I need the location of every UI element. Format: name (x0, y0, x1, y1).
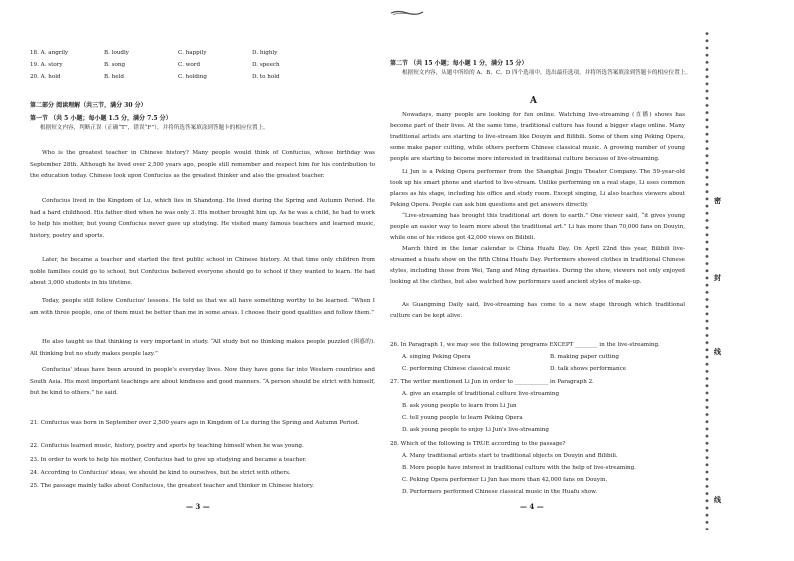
passage-paragraph-3: Later, he became a teacher and started the first public school in Chinese history. At that time only children from noble families could go to school, but Confucius believed everyone should go to school if they wanted to learn. He had about 3,000 students in his lifetime. (30, 257, 375, 286)
option-19c: C. word (178, 62, 201, 68)
question-26-stem: 26. In Paragraph 1, we may see the following programs EXCEPT ________ in the live-streaming. (390, 342, 660, 348)
statement-22: 22. Confucius learned music, history, poetry and sports by teaching himself when he was young. (30, 443, 304, 449)
passage-paragraph-2: Confucius lived in the Kingdom of Lu, which lies in Shandong. He lived during the Spring and Autumn Period. He had a hard childhood. His father died when he was only 3. His mother brought him up. As he was a child, he had to work to help his mother, but young Confucius never gave up studying. He visited many famous teachers and learned music, history, poetry and sports. (30, 198, 375, 239)
options-row-18 (30, 50, 326, 56)
binding-label-line: 线 (714, 347, 721, 356)
page-number-right: — 4 — (520, 502, 544, 511)
statement-21: 21. Confucius was born in September over 2,500 years ago in Kingdom of Lu during the Spring and Autumn Period. (30, 420, 360, 426)
question-28-option-b: B. More people have interest in traditional culture with the help of live-streaming. (402, 465, 636, 471)
part2-heading: 第二部分 阅读理解（共三节，满分 30 分） (30, 102, 147, 109)
binding-label-close: 封 (714, 273, 721, 282)
option-18b: B. loudly (104, 50, 129, 56)
passage-paragraph-6: Confucius' ideas have been around in people's everyday lives. Now they have gone far into Western countries and South Asia. His most important teachings are about kindness and good manners. “A person should be strict with himself, but be kind to others.” he said. (30, 367, 375, 396)
question-27-option-c: C. tell young people to learn Peking Opera (402, 415, 523, 421)
option-20d: D. to hold (252, 74, 280, 80)
passage-a-paragraph-3: “Live-streaming has brought this traditional art down to earth.” One viewer said, “it gives young people an easier way to learn more about the traditional art.” Li has more than 70,000 fans on Douyin, while one of his videos got 42,000 views on Bilibili. (390, 213, 685, 241)
passage-paragraph-4: Today, people still follow Confucius' lessons. He told us that we all have something worthy to be learned. “When I am with three people, one of them must be better than me in some areas. I choose their good qualities and follow them.” (30, 298, 375, 316)
statement-23: 23. In order to work to help his mother, Confucius had to give up studying and became a teacher. (30, 457, 307, 463)
question-28-option-a: A. Many traditional artists start to traditional objects on Douyin and Bilibili. (402, 453, 618, 459)
statement-25: 25. The passage mainly talks about Confucious, the greatest teacher and thinker in Chinese history. (30, 483, 314, 489)
question-27-option-d: D. ask young people to enjoy Li Jun's live-streaming (402, 427, 549, 433)
passage-paragraph-5: He also taught us that thinking is very important in study. “All study but no thinking makes people puzzled (困惑的). All thinking but no study makes people lazy.” (30, 339, 375, 357)
passage-a-paragraph-5: As Guangming Daily said, live-streaming has come to a new stage through which traditional culture can be kept alive. (390, 302, 685, 319)
statement-24: 24. According to Confucius' ideas, we should be kind to ourselves, but be strict with others. (30, 470, 291, 476)
question-26-option-c: C. performing Chinese classical music (402, 366, 511, 372)
binding-margin (704, 30, 730, 530)
section1-heading: 第一节 （共 5 小题；每小题 1.5 分，满分 7.5 分） (30, 115, 172, 122)
option-19a: 19. A. story (30, 62, 63, 68)
options-row-19 (30, 62, 326, 68)
left-page (30, 0, 375, 561)
passage-a-paragraph-1: Nowadays, many people are looking for fun online. Watching live-streaming (直播) shows has become part of their lives. At the same time, traditional culture has found a bigger stage online. Many traditional artists are starting to live-stream like Douyin and Bilibili. Some of them sing Peking Opera, some make paper cutting, while others perform Chinese classical music. A growing number of young people are starting to become more interested in traditional culture because of live-streaming. (390, 112, 685, 162)
options-row-20 (30, 74, 326, 80)
question-27-option-a: A. give an example of traditional culture live-streaming (402, 391, 560, 397)
right-page (390, 0, 690, 561)
question-27-stem: 27. The writer mentioned Li Jun in order to ____________ in Paragraph 2. (390, 379, 594, 385)
question-27-option-b: B. ask young people to learn from Li Jun (402, 403, 517, 409)
question-28-option-d: D. Performers performed Chinese classical music in the Huafu show. (402, 489, 597, 495)
passage-label: A (530, 96, 537, 106)
option-18d: D. highly (252, 50, 278, 56)
option-19d: D. speech (252, 62, 280, 68)
section1-instruction: 根据短文内容，判断正误（正确“T”，错误“F”），并将所选答案填涂到答题卡的相应位置上。 (40, 125, 269, 131)
passage-paragraph-1: Who is the greatest teacher in Chinese history? Many people would think of Confucius, whose birthday was September 28th. Although he lived over 2,500 years ago, people still remember and respect him for his contribution to the education today. Chinese look upon Confucius as the greatest thinker and also the greatest teacher. (30, 150, 375, 179)
section2-heading: 第二节 （共 15 小题；每小题 1 分，满分 15 分） (390, 60, 528, 67)
binding-label-seal: 密 (714, 196, 721, 205)
perforation-dots (704, 30, 710, 530)
question-28-option-c: C. Peking Opera performer Li Jun has more than 42,000 fans on Douyin. (402, 477, 608, 483)
option-20a: 20. A. hold (30, 74, 61, 80)
question-26-option-a: A. singing Peking Opera (402, 354, 471, 360)
option-20b: B. held (104, 74, 124, 80)
passage-a-paragraph-2: Li Jun is a Peking Opera performer from the Shanghai Jingju Theater Company. The 59-year-old took up his smart phone and started to live-stream. Unlike performing on a real stage, Li uses common places as his stage, including his office and study room. Except singing, Li also teaches viewers about Peking Opera. People can ask him questions and get answers directly. (390, 169, 685, 208)
binding-label-line-2: 线 (714, 495, 721, 504)
question-26-option-d: D. talk shows performance (550, 366, 627, 372)
option-19b: B. song (104, 62, 126, 68)
passage-a-paragraph-4: March third in the lunar calendar is China Huafu Day. On April 22nd this year, Bilibili live-streamed a huafu show on the fifth China Huafu Day. Performers showed clothes in traditional Chinese styles, including those from Wei, Tang and Ming dynasties. During the show, viewers not only enjoyed looking at the clothes, but also watched how performers used ancient styles of make-up. (390, 246, 685, 285)
question-26-option-b: B. making paper cutting (550, 354, 619, 360)
section2-instruction: 根据短文内容，从题中所给的 A、B、C、D 四个选项中，选出最佳选项，并将所选答案填涂到答题卡的相应位置上。 (402, 70, 691, 76)
option-18c: C. happily (178, 50, 207, 56)
option-20c: C. holding (178, 74, 207, 80)
page-number-left: — 3 — (186, 502, 210, 511)
question-28-stem: 28. Which of the following is TRUE according to the passage? (390, 441, 566, 447)
option-18a: 18. A. angrily (30, 50, 69, 56)
